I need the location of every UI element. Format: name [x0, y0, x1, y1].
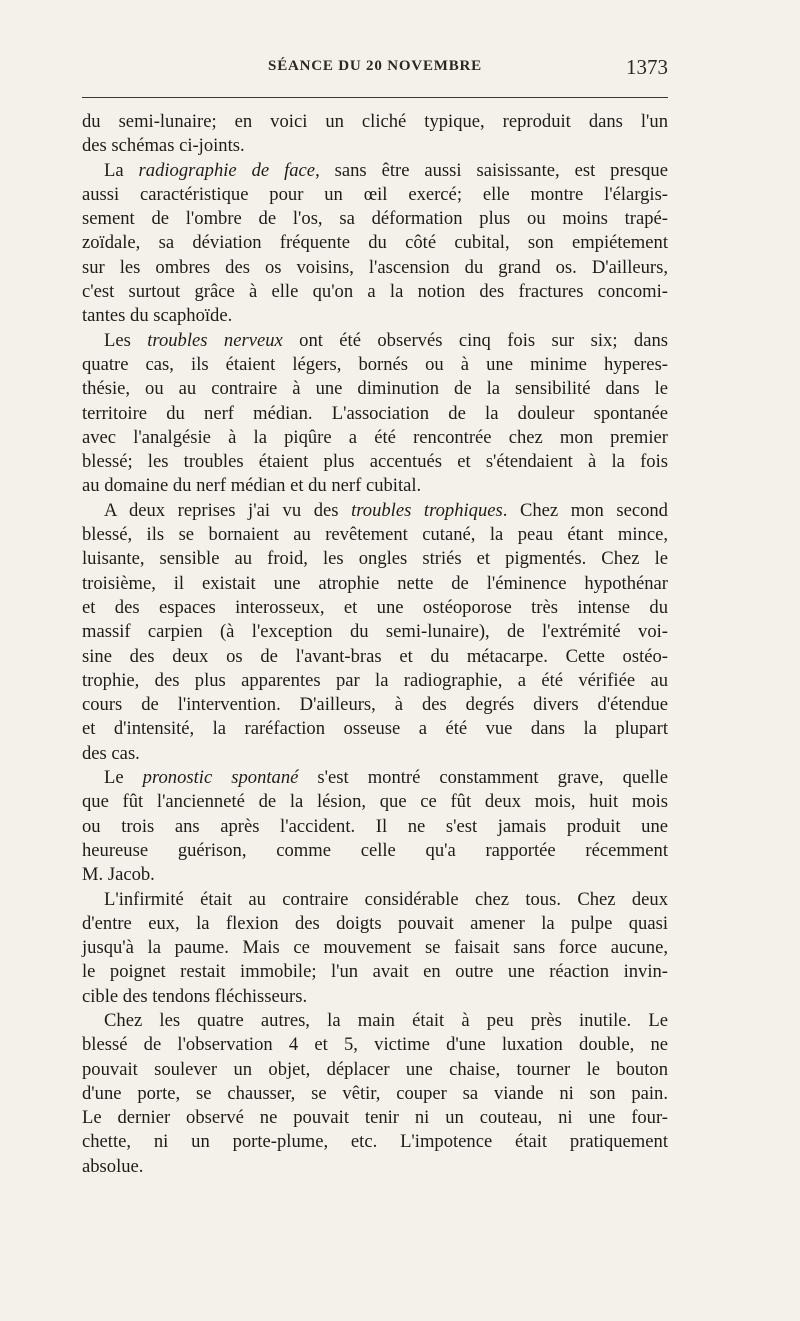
- text-line: et d'intensité, la raréfaction osseuse a été vue dans la plupart: [82, 718, 668, 740]
- italic-phrase: pronostic spontané: [142, 767, 299, 789]
- text-line: jusqu'à la paume. Mais ce mouvement se faisait sans force aucune,: [82, 937, 668, 959]
- text-line: d'entre eux, la flexion des doigts pouvait amener la pulpe quasi: [82, 912, 668, 934]
- text-line: blessé de l'observation 4 et 5, victime d'une luxation double, ne: [82, 1034, 668, 1056]
- text-line: Chez les quatre autres, la main était à peu près inutile. Le: [104, 1009, 668, 1031]
- text-line: massif carpien (à l'exception du semi-lunaire), de l'extrémité voi-: [82, 621, 668, 643]
- text-line: absolue.: [82, 1155, 144, 1177]
- running-title: SÉANCE DU 20 NOVEMBRE: [268, 58, 482, 74]
- text-line: le poignet restait immobile; l'un avait en outre une réaction invin-: [82, 961, 668, 983]
- italic-phrase: troubles trophiques: [351, 499, 503, 521]
- text-run: . Chez mon second: [502, 499, 668, 521]
- text-line: heureuse guérison, comme celle qu'a rapportée récemment: [82, 839, 668, 861]
- text-line: [82, 159, 668, 183]
- text-line: sement de l'ombre de l'os, sa déformation plus ou moins trapé-: [82, 208, 668, 230]
- text-run: s'est montré constamment grave, quelle: [298, 767, 668, 789]
- text-run: ont été observés cinq fois sur six; dans: [282, 329, 668, 351]
- text-line: zoïdale, sa déviation fréquente du côté cubital, son empiétement: [82, 232, 668, 254]
- text-line: cours de l'intervention. D'ailleurs, à des degrés divers d'étendue: [82, 694, 668, 716]
- text-line: aussi caractéristique pour un œil exercé; elle montre l'élargis-: [82, 183, 668, 205]
- text-line: et des espaces interosseux, et une ostéoporose très intense du: [82, 596, 668, 618]
- text-line: cible des tendons fléchisseurs.: [82, 985, 308, 1007]
- text-run: Les: [104, 329, 148, 351]
- text-line: L'infirmité était au contraire considérable chez tous. Chez deux: [104, 888, 668, 910]
- text-line: chette, ni un porte-plume, etc. L'impotence était pratiquement: [82, 1131, 668, 1153]
- text-line: troisième, il existait une atrophie nette de l'éminence hypothénar: [82, 572, 668, 594]
- text-line: du semi-lunaire; en voici un cliché typique, reproduit dans l'un: [82, 111, 668, 132]
- text-line: blessé; les troubles étaient plus accentués et s'étendaient à la fois: [82, 451, 668, 473]
- text-line: M. Jacob.: [82, 864, 155, 886]
- text-line: tantes du scaphoïde.: [82, 305, 233, 327]
- text-line: sur les ombres des os voisins, l'ascension du grand os. D'ailleurs,: [82, 256, 668, 278]
- header-rule: [82, 97, 668, 98]
- body-text: [82, 110, 668, 1179]
- text-line: Le dernier observé ne pouvait tenir ni un couteau, ni une four-: [82, 1107, 668, 1129]
- running-head: [82, 55, 668, 82]
- text-run: , sans être aussi saisissante, est presque: [315, 159, 668, 181]
- text-line: avec l'analgésie à la piqûre a été rencontrée chez mon premier: [82, 426, 668, 448]
- text-line: luisante, sensible au froid, les ongles striés et pigmentés. Chez le: [82, 548, 668, 570]
- text-line: des schémas ci-joints.: [82, 135, 245, 157]
- text-line: [82, 766, 668, 790]
- text-line: quatre cas, ils étaient légers, bornés ou à une minime hyperes-: [82, 353, 668, 375]
- text-line: ou trois ans après l'accident. Il ne s'est jamais produit une: [82, 815, 668, 837]
- text-line: que fût l'ancienneté de la lésion, que ce fût deux mois, huit mois: [82, 791, 668, 813]
- text-line: [82, 329, 668, 353]
- text-line: d'une porte, se chausser, se vêtir, couper sa viande ni son pain.: [82, 1082, 668, 1104]
- italic-phrase: troubles nerveux: [147, 329, 283, 351]
- text-line: thésie, ou au contraire à une diminution de la sensibilité dans le: [82, 378, 668, 400]
- text-run: A deux reprises j'ai vu des: [104, 499, 352, 521]
- text-line: c'est surtout grâce à elle qu'on a la notion des fractures concomi-: [82, 281, 668, 303]
- text-line: sine des deux os de l'avant-bras et du métacarpe. Cette ostéo-: [82, 645, 668, 667]
- text-line: des cas.: [82, 742, 140, 764]
- text-line: trophie, des plus apparentes par la radiographie, a été vérifiée au: [82, 669, 668, 691]
- text-run: Le: [104, 767, 143, 789]
- text-line: au domaine du nerf médian et du nerf cubital.: [82, 475, 422, 497]
- text-line: [82, 499, 668, 523]
- text-line: territoire du nerf médian. L'association de la douleur spontanée: [82, 402, 668, 424]
- page-number: 1373: [626, 55, 668, 79]
- text-line: blessé, ils se bornaient au revêtement cutané, la peau étant mince,: [82, 524, 668, 546]
- text-line: pouvait soulever un objet, déplacer une chaise, tourner le bouton: [82, 1058, 668, 1080]
- italic-phrase: radiographie de face: [138, 159, 316, 181]
- text-run: La: [104, 159, 139, 181]
